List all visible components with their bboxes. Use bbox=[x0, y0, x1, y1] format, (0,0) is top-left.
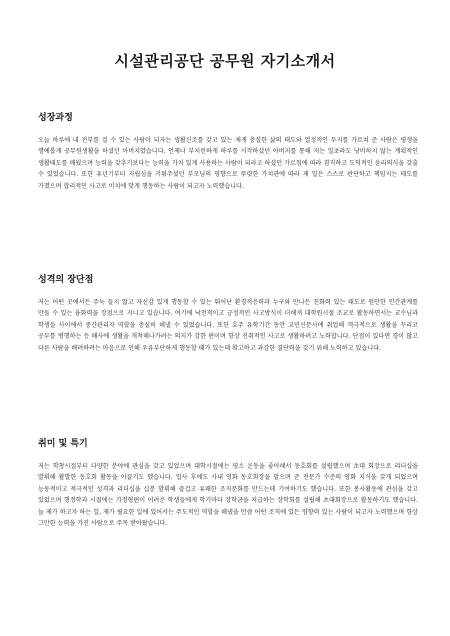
section-strengths-weaknesses bbox=[38, 272, 418, 354]
section-heading: 성장과정 bbox=[38, 113, 73, 123]
document-title: 시설관리공단 공무원 자기소개서 bbox=[114, 52, 336, 70]
section-heading: 성격의 장단점 bbox=[38, 275, 94, 285]
section-body: 저는 학창시절부터 다양한 분야에 관심을 갖고 있었으며 대학시절에는 평소 운동을 좋아해서 동호회를 설립했으며 초대 회장으로 리더십을 발휘해 활발한 동호회 활동을 이끌기도 했습니다. 입사 후에도 사내 영화 동호회장을 맡으며 준 전문가 수준의 영화 지식을 갖게 되었으며 능동적이고 적극적인 성격과 리더십을 십분 발휘해 즐겁고 유쾌한 조직문화를 만드는데 기여하기도 했습니다. 또한 봉사활동에 관심을 갖고 있었으며 행정학과 시절에는 가정형편이 어려운 학생들에게 학기마다 장학금을 지급하는 장학회를 설립해 초대회장으로 활동하기도 했습니다. 늘 제가 하고자 하는 일, 제가 필요한 일에 있어서는 주도적인 역할을 해냈을 만큼 어떤 조직에 있든 영향력 있는 사람이 되고자 노력했으며 항상 그만한 능력을 가진 사람으로 주목 받아왔습니다. bbox=[38, 463, 418, 528]
section-growth bbox=[38, 110, 418, 192]
section-heading: 취미 및 특기 bbox=[38, 439, 88, 449]
section-body: 오늘 하루에 내 전부를 걸 수 있는 사람이 되자는 생활신조를 갖고 있는 제게 충실한 삶의 태도와 열정적인 투지를 가르쳐 준 사람은 평생을 명예롭게 공무원생활을 하셨던 아버지였습니다. 언제나 부지런하게 하루를 시작하셨던 아버지를 통해 저는 일초라도 낭비하지 않는 계획적인 생활태도를 배웠으며 능력을 갖추기보다는 능력을 가치 있게 사용하는 사람이 되라고 하셨던 가르침에 따라 겸직하고 도덕적인 윤리의식을 갖출 수 있었습니다. 또한 유년기부터 자립심을 키워주셨던 부모님의 영향으로 뚜렷한 가치관에 따라 제 일은 스스로 판단하고 책임지는 태도를 가졌으며 합리적인 사고로 이치에 맞게 행동하는 사람이 되고자 노력했습니다. bbox=[38, 137, 418, 190]
section-hobbies-skills bbox=[38, 436, 418, 529]
section-body: 저는 어떤 곳에서든 주눅 들지 않고 자신감 있게 행동할 수 있는 뛰어난 환경적응력과 누구와 만나든 친화력 있는 태도로 원만한 인간관계를 만들 수 있는 융화력을 장점으로 지니고 있습니다. 여기에 낙천적이고 긍정적인 사고방식이 더해져 대학원시절 조교로 활동하면서는 교수님과 학생들 사이에서 중간관리자 역할을 충실히 해낼 수 있었습니다. 또한 호주 유학기간 동안 교민신문사에 취업해 객극적으로 생활을 꾸리고 공부를 병행하는 등 해사에 생활을 개척해나가려는 의지가 강한 편이며 항상 진취적인 사고로 생활하려고 노력합니다. 단점이 있다면 경이 많고 다른 사람을 배려하려는 마음으로 인해 우유부단하게 행동할 때가 있는데 확고하고 과감한 결단력을 갖기 위해 노력하고 있습니다. bbox=[38, 299, 418, 352]
